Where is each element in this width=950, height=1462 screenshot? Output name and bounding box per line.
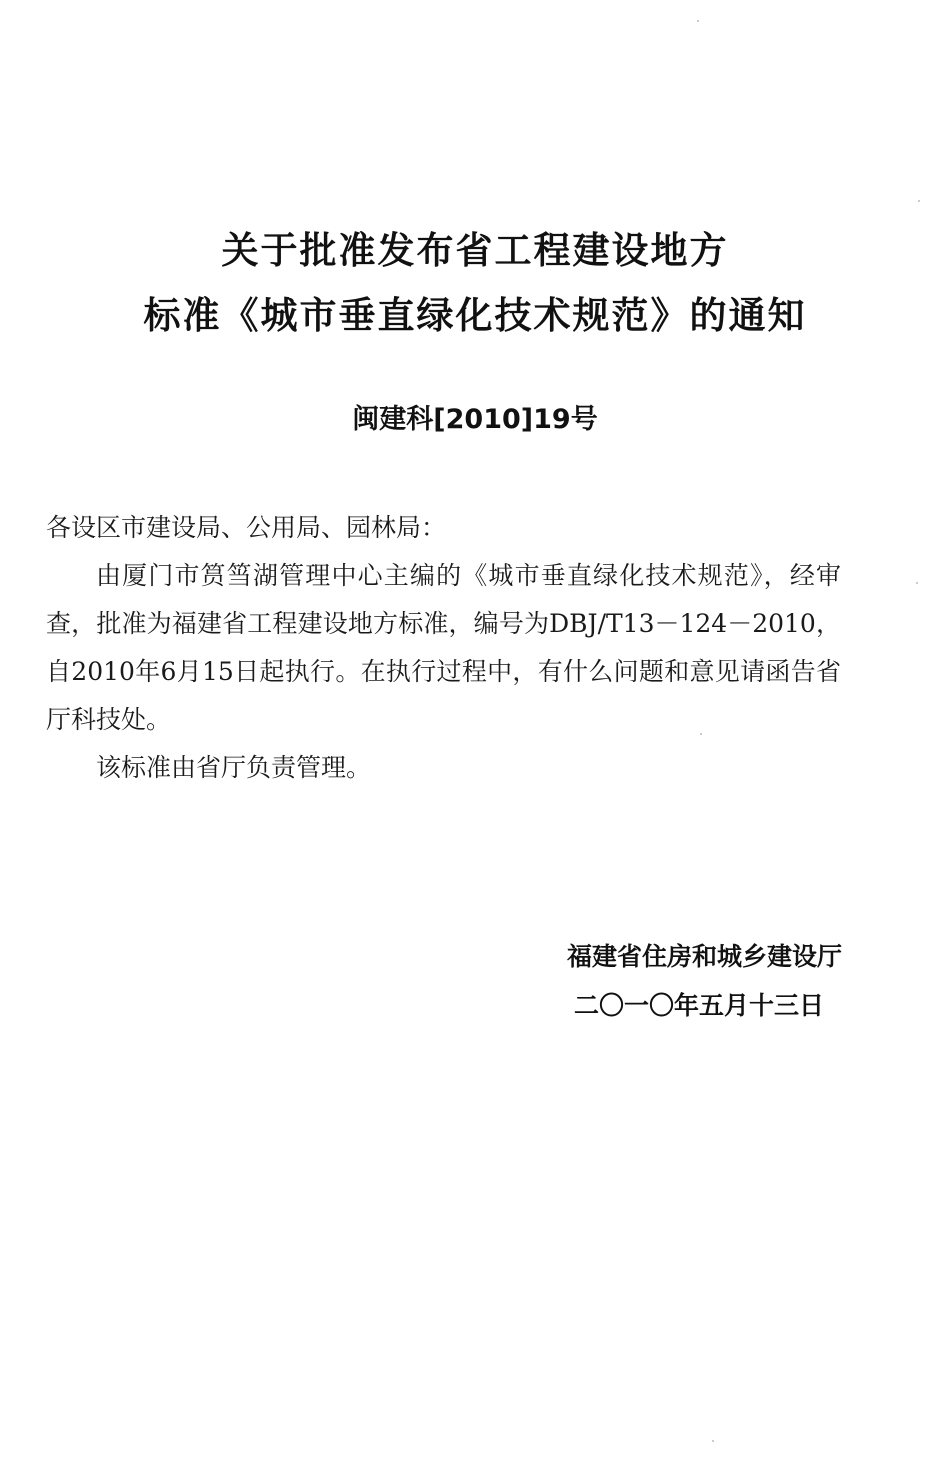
scan-speck [712,1440,714,1442]
body-paragraph-1: 由厦门市筼筜湖管理中心主编的《城市垂直绿化技术规范》，经审查，批准为福建省工程建设地方标准，编号为DBJ/T13－124－2010，自2010年6月15日起执行。在执行过程中，有什么问题和意见请函告省厅科技处。 [46,561,841,734]
signature-date: 二〇一〇年五月十三日 [573,991,824,1020]
document-number: 闽建科[2010]19号 [352,404,598,435]
notice-title-line-1: 关于批准发布省工程建设地方 [221,229,729,272]
scan-speck [700,733,702,735]
body-paragraph-2: 该标准由省厅负责管理。 [96,753,372,782]
scan-speck [916,582,918,584]
signature-organization: 福建省住房和城乡建设厅 [566,942,842,971]
scan-speck [697,20,699,22]
addressee: 各设区市建设局、公用局、园林局： [46,513,447,542]
scan-speck [918,200,920,202]
notice-title-line-2: 标准《城市垂直绿化技术规范》的通知 [143,294,807,337]
